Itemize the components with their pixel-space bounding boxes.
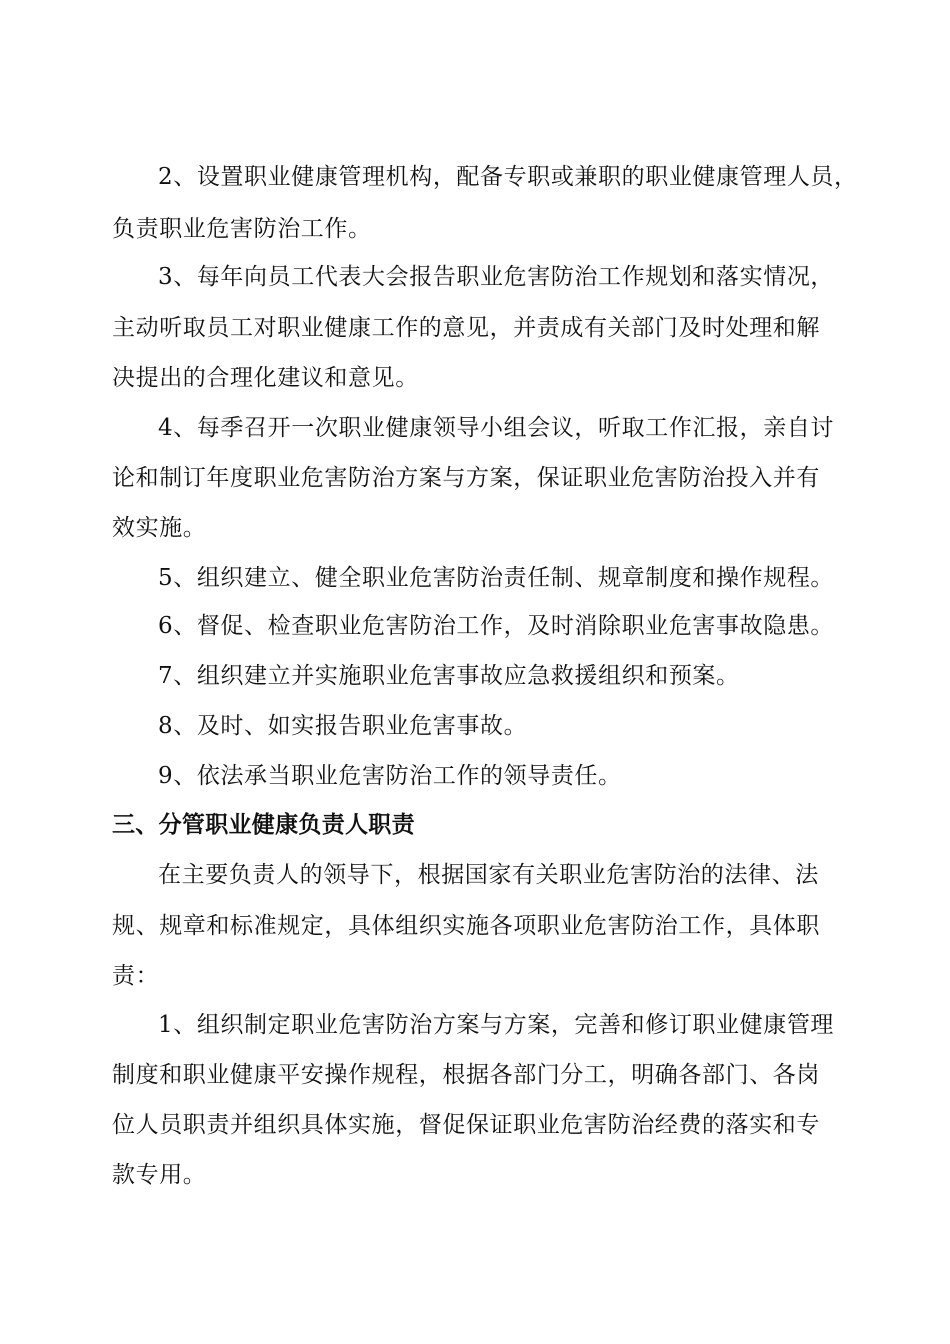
section-3-item-1-line-4: 款专用。 — [112, 1162, 207, 1188]
paragraph-4-line-1: 4、每季召开一次职业健康领导小组会议，听取工作汇报，亲自讨 — [158, 415, 835, 441]
paragraph-9: 9、依法承当职业危害防治工作的领导责任。 — [158, 763, 622, 789]
section-3-intro-line-3: 责： — [112, 963, 160, 989]
paragraph-4-line-3: 效实施。 — [112, 515, 207, 541]
paragraph-7: 7、组织建立并实施职业危害事故应急救援组织和预案。 — [158, 663, 740, 689]
paragraph-3-line-3: 决提出的合理化建议和意见。 — [112, 365, 419, 391]
section-3-item-1-line-2: 制度和职业健康平安操作规程，根据各部门分工，明确各部门、各岗 — [112, 1062, 820, 1088]
section-3-intro-line-1: 在主要负责人的领导下，根据国家有关职业危害防治的法律、法 — [158, 862, 819, 888]
paragraph-6: 6、督促、检查职业危害防治工作，及时消除职业危害事故隐患。 — [158, 613, 835, 639]
section-3-intro-line-2: 规、规章和标准规定，具体组织实施各项职业危害防治工作，具体职 — [112, 913, 820, 939]
paragraph-4-line-2: 论和制订年度职业危害防治方案与方案，保证职业危害防治投入并有 — [112, 465, 820, 491]
paragraph-2-line-2: 负责职业危害防治工作。 — [112, 216, 372, 242]
paragraph-8: 8、及时、如实报告职业危害事故。 — [158, 713, 528, 739]
paragraph-2-line-1: 2、设置职业健康管理机构，配备专职或兼职的职业健康管理人员， — [158, 164, 858, 190]
section-3-item-1-line-3: 位人员职责并组织具体实施，督促保证职业危害防治经费的落实和专 — [112, 1112, 820, 1138]
paragraph-5: 5、组织建立、健全职业危害防治责任制、规章制度和操作规程。 — [158, 565, 835, 591]
paragraph-3-line-2: 主动听取员工对职业健康工作的意见，并责成有关部门及时处理和解 — [112, 315, 820, 341]
section-3-heading: 三、分管职业健康负责人职责 — [112, 812, 415, 838]
paragraph-3-line-1: 3、每年向员工代表大会报告职业危害防治工作规划和落实情况， — [158, 264, 835, 290]
section-3-item-1-line-1: 1、组织制定职业危害防治方案与方案，完善和修订职业健康管理 — [158, 1012, 835, 1038]
